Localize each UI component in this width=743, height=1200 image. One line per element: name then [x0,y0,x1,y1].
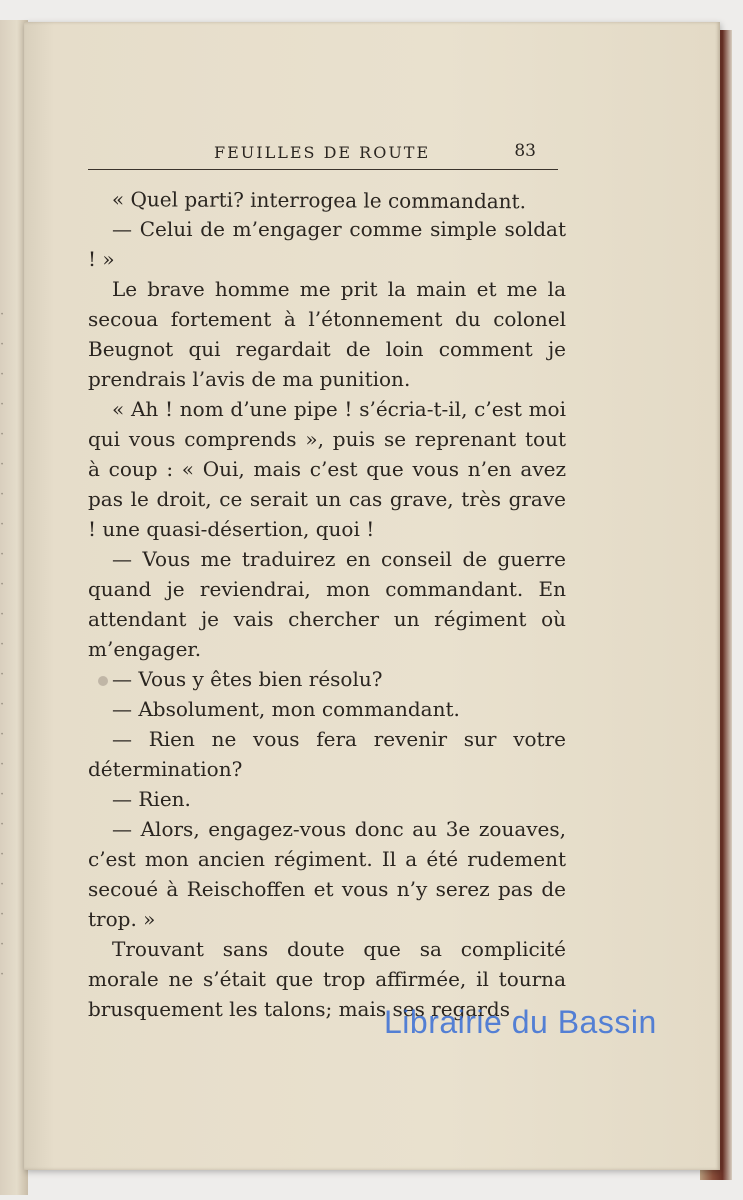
previous-page-bleed-text: · · · · · · · · · · · · · · · · · · · · · · · [0,307,5,982]
paragraph-6: — Vous y êtes bien résolu? [112,667,383,691]
paragraph-1: « Quel parti? interrogea le commandant. [111,187,527,214]
watermark: Librairie du Bassin [384,1004,657,1040]
header-rule [88,169,558,170]
paragraph-2: — Celui de m’engager comme simple soldat ! » [88,217,566,271]
page-number: 83 [514,141,536,161]
paragraph-8: — Rien ne vous fera revenir sur votre détermination? [88,727,566,781]
page-body [88,184,566,1024]
paragraph-10: — Alors, engagez-vous donc au 3e zouaves, c’est mon ancien régiment. Il a été rudement secoué à Reischoffen et vous n’y serez pas de trop. » [88,817,566,931]
paragraph-3: Le brave homme me prit la main et me la secoua fortement à l’étonnement du colonel Beugnot qui regardait de loin comment je prendrais l’avis de ma punition. [88,277,566,391]
paragraph-7: — Absolument, mon commandant. [112,697,460,721]
running-header [88,140,558,172]
paragraph-9: — Rien. [112,787,191,811]
page-stain [98,676,108,686]
paragraph-4: « Ah ! nom d’une pipe ! s’écria-t-il, c’est moi qui vous comprends », puis se reprenant tout à coup : « Oui, mais c’est que vous n’en avez pas le droit, ce serait un cas grave, très grave ! une quasi-désertion, quoi ! [88,397,566,541]
paragraph-5: — Vous me traduirez en conseil de guerre quand je reviendrai, mon commandant. En attendant je vais chercher un régiment où m’engager. [88,547,566,661]
paragraph-11: Trouvant sans doute que sa complicité morale ne s’était que trop affirmée, il tourna brusquement les talons; mais ses regards [88,937,566,1021]
running-title: FEUILLES DE ROUTE [214,143,431,162]
